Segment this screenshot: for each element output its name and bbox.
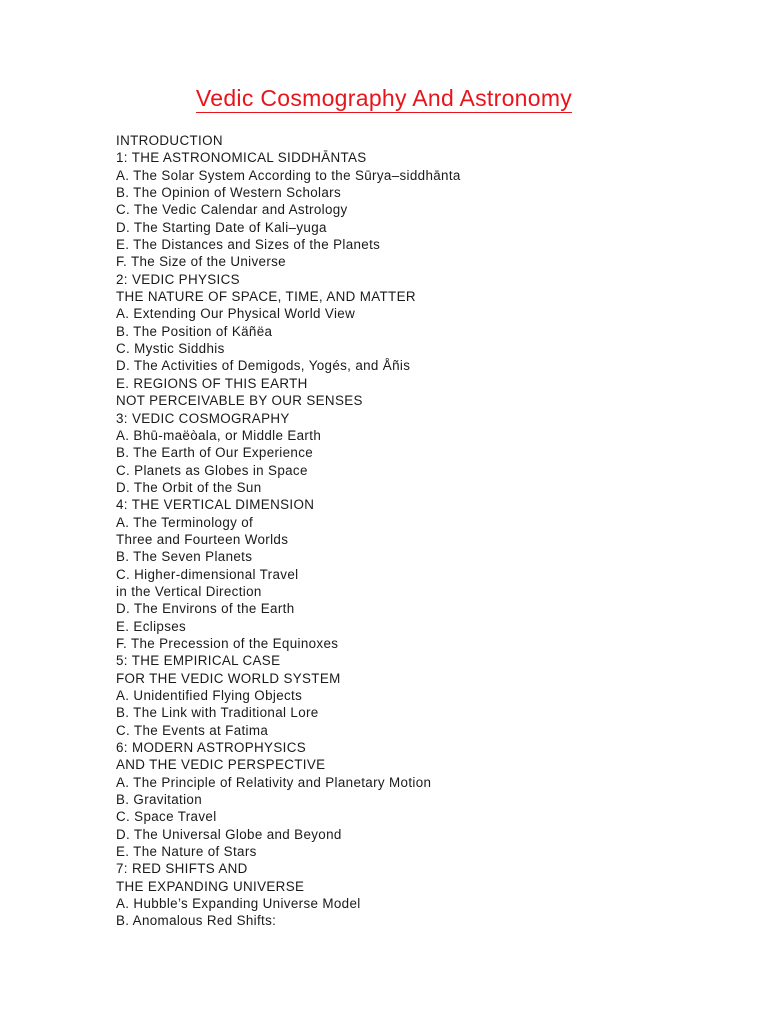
toc-line: C. The Vedic Calendar and Astrology [116,202,348,218]
toc-line: B. Anomalous Red Shifts: [116,913,277,929]
toc-line: NOT PERCEIVABLE BY OUR SENSES [116,393,363,409]
toc-line: B. The Position of Käñëa [116,323,273,339]
toc-line: A. The Principle of Relativity and Planetary Motion [116,774,432,790]
toc-line: 5: THE EMPIRICAL CASE [116,653,281,669]
toc-line: C. Mystic Siddhis [116,341,225,357]
toc-line: 1: THE ASTRONOMICAL SIDDHĀNTAS [116,150,367,166]
toc-line: C. Space Travel [116,809,217,825]
toc-line: in the Vertical Direction [116,583,262,599]
toc-line: A. Extending Our Physical World View [116,306,356,322]
toc-line: THE EXPANDING UNIVERSE [116,878,305,894]
document-title-text: Vedic Cosmography And Astronomy [195,85,573,111]
toc-line: B. The Link with Traditional Lore [116,705,319,721]
table-of-contents [116,132,736,930]
toc-line: D. The Activities of Demigods, Yogés, and Åñis [116,358,411,374]
toc-line: FOR THE VEDIC WORLD SYSTEM [116,670,341,686]
toc-line: B. The Seven Planets [116,549,253,565]
toc-line: E. Eclipses [116,618,187,634]
toc-line: 6: MODERN ASTROPHYSICS [116,740,306,756]
toc-line: 3: VEDIC COSMOGRAPHY [116,410,290,426]
toc-line: E. REGIONS OF THIS EARTH [116,375,308,391]
toc-line: D. The Orbit of the Sun [116,479,262,495]
toc-line: 4: THE VERTICAL DIMENSION [116,497,315,513]
document-title [0,84,768,113]
toc-line: F. The Precession of the Equinoxes [116,635,339,651]
toc-line: B. The Opinion of Western Scholars [116,185,342,201]
toc-line: D. The Environs of the Earth [116,601,295,617]
toc-line: A. The Terminology of [116,514,254,530]
toc-line: C. Higher-dimensional Travel [116,566,299,582]
toc-line: C. The Events at Fatima [116,722,269,738]
toc-line: D. The Starting Date of Kali–yuga [116,219,327,235]
toc-line: D. The Universal Globe and Beyond [116,826,342,842]
toc-line: THE NATURE OF SPACE, TIME, AND MATTER [116,289,416,305]
toc-line: E. The Nature of Stars [116,844,257,860]
toc-line: A. Bhū-maëòala, or Middle Earth [116,427,322,443]
toc-line: B. Gravitation [116,792,203,808]
toc-line: A. The Solar System According to the Sūrya–siddhānta [116,167,461,183]
toc-line: C. Planets as Globes in Space [116,462,308,478]
toc-line: 7: RED SHIFTS AND [116,861,248,877]
toc-line: B. The Earth of Our Experience [116,445,314,461]
toc-line: A. Unidentified Flying Objects [116,688,303,703]
toc-line: E. The Distances and Sizes of the Planets [116,237,381,253]
toc-line: INTRODUCTION [116,133,223,148]
toc-line: A. Hubble’s Expanding Universe Model [116,896,361,912]
toc-line: 2: VEDIC PHYSICS [116,271,240,287]
toc-line: AND THE VEDIC PERSPECTIVE [116,757,326,773]
toc-line: Three and Fourteen Worlds [116,531,289,547]
toc-line: F. The Size of the Universe [116,254,286,270]
